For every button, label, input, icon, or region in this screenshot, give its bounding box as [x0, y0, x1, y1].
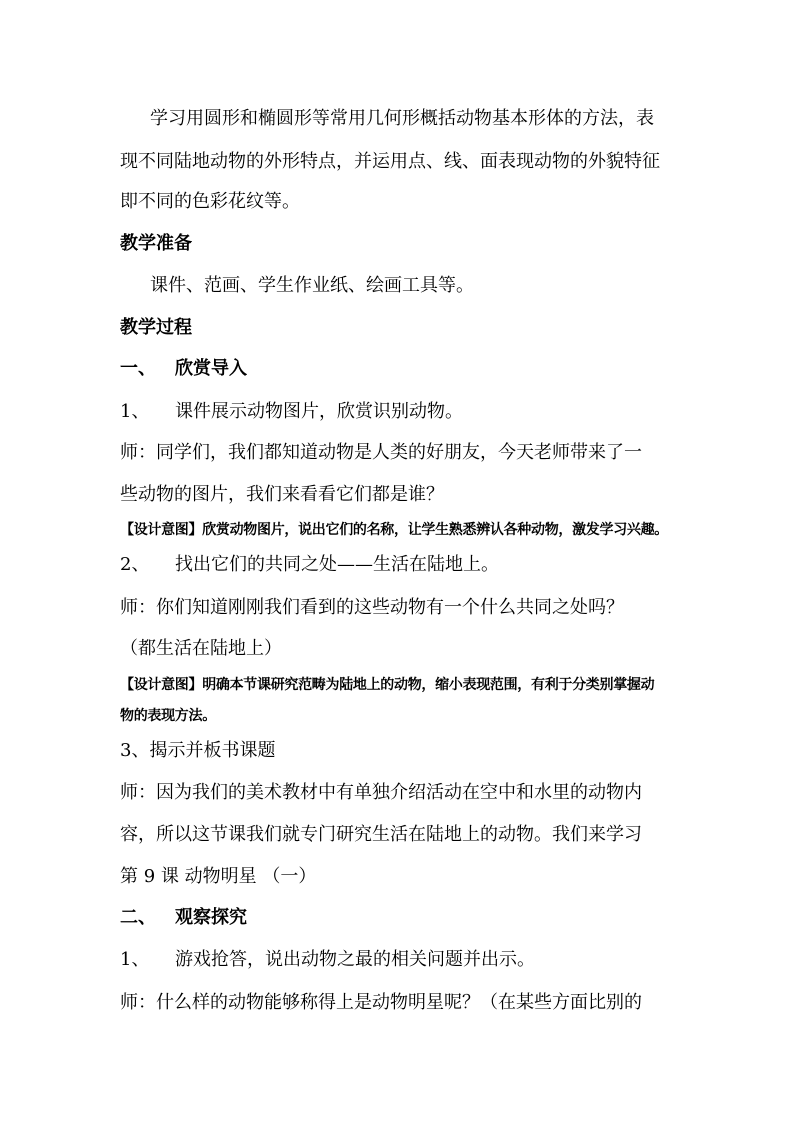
item-4-text: 游戏抢答，说出动物之最的相关问题并出示。: [175, 949, 535, 970]
section-2-title: 观察探究: [175, 907, 247, 928]
item-3: 3、揭示并板书课题: [120, 740, 276, 761]
item-2-text: 找出它们的共同之处——生活在陆地上。: [175, 554, 499, 575]
objective-line-2: 现不同陆地动物的外形特点，并运用点、线、面表现动物的外貌特征: [120, 151, 660, 172]
item-2-number: 2、: [120, 554, 150, 575]
design-note-2-line-1: 【设计意图】明确本节课研究范畴为陆地上的动物，缩小表现范围，有利于分类别掌握动: [120, 677, 655, 693]
prep-text: 课件、范画、学生作业纸、绘画工具等。: [150, 275, 474, 296]
section-2-heading: [120, 906, 680, 930]
prep-heading: 教学准备: [120, 233, 192, 254]
process-heading: 教学过程: [120, 317, 192, 338]
section-1-heading: [120, 357, 680, 381]
section-2-number: 二、: [120, 907, 156, 928]
design-note-2-line-2: 物的表现方法。: [120, 708, 216, 724]
teacher-line-1b: 些动物的图片，我们来看看它们都是谁？: [120, 484, 444, 505]
teacher-line-1a: 师：同学们，我们都知道动物是人类的好朋友，今天老师带来了一: [120, 442, 642, 463]
objective-line-1: 学习用圆形和椭圆形等常用几何形概括动物基本形体的方法，表: [150, 108, 654, 129]
teacher-line-2b: （都生活在陆地上）: [120, 638, 282, 659]
item-4-number: 1、: [120, 949, 150, 970]
teacher-line-2a: 师：你们知道刚刚我们看到的这些动物有一个什么共同之处吗？: [120, 597, 624, 618]
item-1-text: 课件展示动物图片，欣赏识别动物。: [175, 401, 463, 422]
section-1-number: 一、: [120, 358, 156, 379]
item-4: [120, 948, 680, 972]
teacher-line-3b: 容，所以这节课我们就专门研究生活在陆地上的动物。我们来学习: [120, 824, 642, 845]
item-1-number: 1、: [120, 401, 150, 422]
teacher-line-3a: 师：因为我们的美术教材中有单独介绍活动在空中和水里的动物内: [120, 782, 642, 803]
item-1: [120, 400, 680, 424]
item-2: [120, 553, 680, 577]
teacher-line-4a: 师：什么样的动物能够称得上是动物明星呢？（在某些方面比别的: [120, 992, 642, 1013]
section-1-title: 欣赏导入: [175, 358, 247, 379]
design-note-1: 【设计意图】欣赏动物图片，说出它们的名称，让学生熟悉辨认各种动物，激发学习兴趣。: [120, 522, 668, 538]
objective-line-3: 即不同的色彩花纹等。: [120, 191, 300, 212]
teacher-line-3c: 第 9 课 动物明星 （一）: [120, 866, 317, 887]
